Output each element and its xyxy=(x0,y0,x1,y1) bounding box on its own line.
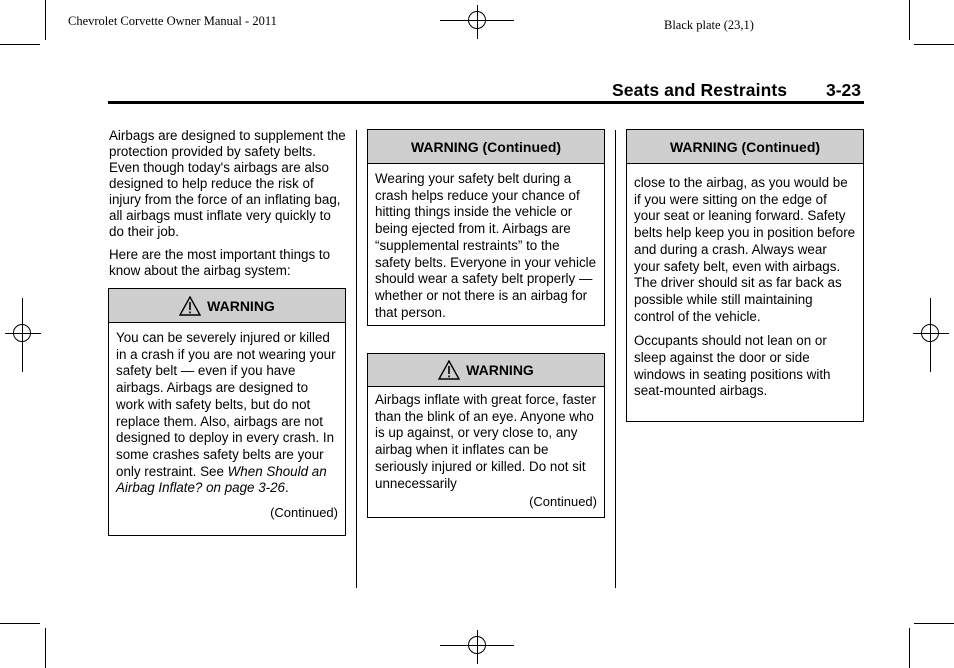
column-divider xyxy=(615,130,616,588)
plate-label: Black plate (23,1) xyxy=(664,18,754,32)
section-title: Seats and Restraints xyxy=(612,80,788,100)
warning-header xyxy=(368,354,604,387)
crop-mark xyxy=(909,628,910,668)
crop-mark xyxy=(0,44,40,45)
warning-header xyxy=(368,130,604,164)
warning-text: Occupants should not lean on or sleep against the door or side windows in seating positions with seat-mounted airbags. xyxy=(634,333,831,399)
continued-label: (Continued) xyxy=(270,505,338,521)
warning-icon xyxy=(438,360,460,380)
crop-mark xyxy=(0,623,40,624)
crop-mark xyxy=(909,0,910,40)
manual-title: Chevrolet Corvette Owner Manual - 2011 xyxy=(68,14,277,28)
warning-text: close to the airbag, as you would be if you were sitting on the edge of your seat or leaning forward. Safety belts help keep you in position before and during a crash. Always wear your safety belt, even with airbags. The driver should sit as far back as possible while still maintaining control of the vehicle. xyxy=(634,175,856,324)
warning-body xyxy=(368,387,604,492)
registration-target-icon xyxy=(468,636,486,654)
warning-body xyxy=(368,164,604,321)
warning-text: You can be severely injured or killed in a crash if you are not wearing your safety belt — even if you have airbags. Airbags are designed to work with safety belts, but do not replace them. Also, airbags are not designed to deploy in every crash. In some crashes safety belts are your only restraint. See xyxy=(116,330,336,479)
warning-body xyxy=(627,164,863,400)
crop-mark xyxy=(45,0,46,40)
warning-continued-box xyxy=(626,129,864,422)
intro-paragraph: Airbags are designed to supplement the protection provided by safety belts. Even though today's airbags are also designed to help reduce the risk of injury from the force of an inflating bag, all airbags must inflate very quickly to do their job. xyxy=(109,128,346,239)
warning-text: Wearing your safety belt during a crash helps reduce your chance of hitting things inside the vehicle or being ejected from it. Airbags are “supplemental restraints” to the safety belts. Everyone in your vehicle should wear a safety belt properly — whether or not there is an airbag for that person. xyxy=(375,171,597,320)
warning-icon xyxy=(179,296,201,316)
intro-paragraph: Here are the most important things to know about the airbag system: xyxy=(109,247,331,278)
warning-body xyxy=(109,323,345,497)
warning-title: WARNING xyxy=(207,297,275,314)
cross-reference: When Should an Airbag Inflate? on page 3-26 xyxy=(116,463,327,496)
continued-label: (Continued) xyxy=(529,494,597,510)
crop-mark xyxy=(914,623,954,624)
warning-header xyxy=(109,289,345,323)
registration-target-icon xyxy=(468,11,486,29)
registration-target-icon xyxy=(921,324,939,342)
page-number: 3-23 xyxy=(826,80,862,100)
warning-title: WARNING (Continued) xyxy=(669,138,821,155)
warning-text-end: . xyxy=(285,480,289,496)
warning-box xyxy=(367,353,605,518)
warning-continued-box xyxy=(367,129,605,326)
warning-title: WARNING xyxy=(466,362,534,378)
crop-mark xyxy=(914,44,954,45)
warning-title: WARNING (Continued) xyxy=(410,138,562,155)
registration-target-icon xyxy=(13,324,31,342)
header-rule xyxy=(108,101,864,104)
crop-mark xyxy=(45,628,46,668)
warning-text: Airbags inflate with great force, faster than the blink of an eye. Anyone who is up against, or very close to, any airbag when it inflates can be seriously injured or killed. Do not sit unnecessarily xyxy=(375,392,597,491)
warning-header xyxy=(627,130,863,164)
warning-box xyxy=(108,288,346,536)
column-divider xyxy=(356,130,357,588)
